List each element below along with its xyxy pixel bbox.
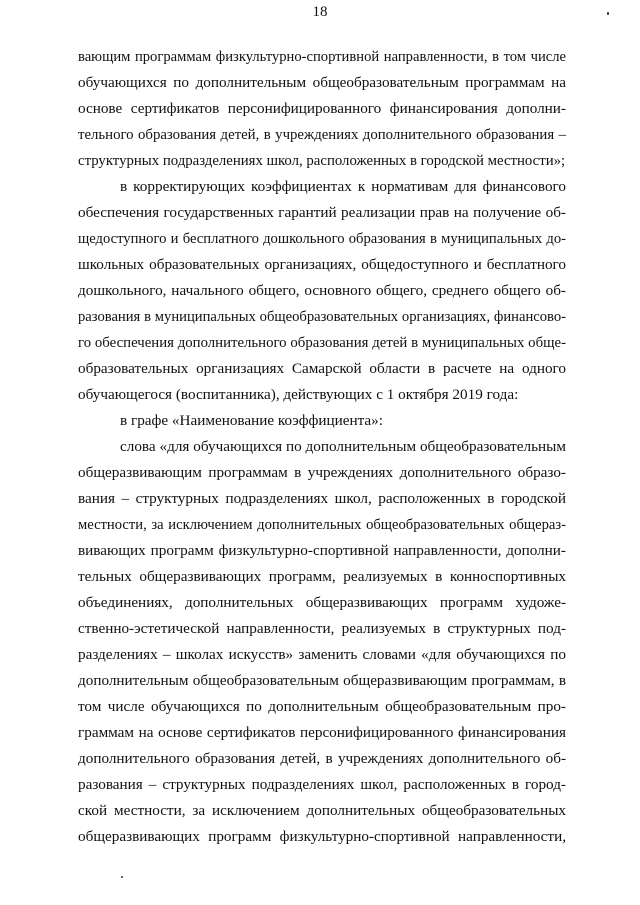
text-line: граммам на основе сертификатов персонифицированного финансирования bbox=[78, 724, 566, 741]
text-line: местности, за исключением дополнительных общеобразовательных общераз- bbox=[78, 517, 566, 533]
text-line: вания – структурных подразделениях школ, расположенных в городской bbox=[78, 490, 566, 507]
document-body bbox=[78, 44, 566, 850]
text-line: общеразвивающим программам в учреждениях дополнительного образо- bbox=[78, 464, 566, 481]
text-line: в корректирующих коэффициентах к нормативам для финансового bbox=[120, 178, 566, 195]
text-line: разования – структурных подразделениях школ, расположенных в город- bbox=[78, 776, 566, 793]
text-line: разделениях – школах искусств» заменить словами «для обучающихся по bbox=[78, 646, 566, 663]
paragraph-coefficients bbox=[78, 174, 566, 408]
scan-speck bbox=[121, 876, 123, 878]
text-line: ственно-эстетической направленности, реализуемых в структурных под- bbox=[78, 620, 566, 637]
text-line: обучающегося (воспитанника), действующих с 1 октября 2019 года: bbox=[78, 386, 519, 403]
text-line: дополнительным общеобразовательным общеразвивающим программам, в bbox=[78, 672, 566, 689]
scan-speck bbox=[607, 12, 609, 15]
text-line: дошкольного, начального общего, основного общего, среднего общего об- bbox=[78, 282, 566, 299]
page-number: 18 bbox=[312, 4, 328, 20]
paragraph-continuation bbox=[78, 44, 566, 174]
text-line: ской местности, за исключением дополнительных общеобразовательных bbox=[78, 802, 566, 819]
text-line: школьных образовательных организациях, общедоступного и бесплатного bbox=[78, 256, 566, 273]
text-line: обучающихся по дополнительным общеобразовательным программам на bbox=[78, 74, 566, 91]
text-line: разования в муниципальных общеобразовательных организациях, финансово- bbox=[78, 309, 566, 325]
text-line: вающим программам физкультурно-спортивной направленности, в том числе bbox=[78, 49, 566, 65]
text-line: в графе «Наименование коэффициента»: bbox=[120, 412, 383, 429]
text-line: общеразвивающих программ физкультурно-спортивной направленности, bbox=[78, 828, 566, 845]
text-line: образовательных организациях Самарской области в расчете на одного bbox=[78, 360, 566, 377]
text-line: слова «для обучающихся по дополнительным общеобразовательным bbox=[120, 438, 566, 455]
text-line: том числе обучающихся по дополнительным общеобразовательным про- bbox=[78, 698, 566, 715]
text-line: вивающих программ физкультурно-спортивной направленности, дополни- bbox=[78, 542, 566, 559]
text-line: щедоступного и бесплатного дошкольного образования в муниципальных до- bbox=[78, 231, 566, 247]
text-line: структурных подразделениях школ, расположенных в городской местности»; bbox=[78, 153, 566, 169]
paragraph-replacement bbox=[78, 434, 566, 850]
text-line: тельного образования детей, в учреждениях дополнительного образования – bbox=[78, 127, 566, 143]
text-line: обеспечения государственных гарантий реализации прав на получение об- bbox=[78, 204, 566, 221]
text-line: основе сертификатов персонифицированного финансирования дополни- bbox=[78, 100, 566, 117]
paragraph-column-heading bbox=[78, 408, 566, 434]
text-line: объединениях, дополнительных общеразвивающих программ художе- bbox=[78, 594, 566, 611]
text-line: тельных общеразвивающих программ, реализуемых в конноспортивных bbox=[78, 568, 566, 585]
text-line: дополнительного образования детей, в учреждениях дополнительного об- bbox=[78, 750, 566, 767]
text-line: го обеспечения дополнительного образования детей в муниципальных обще- bbox=[78, 335, 566, 351]
